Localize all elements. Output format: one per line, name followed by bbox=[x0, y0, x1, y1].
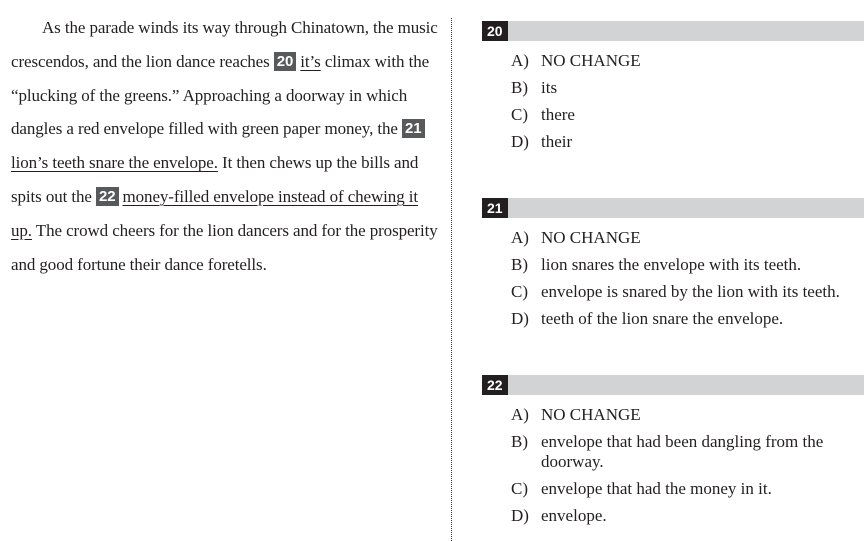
choice-letter: D) bbox=[511, 132, 529, 151]
question-marker-20[interactable]: 20 bbox=[274, 52, 297, 71]
choice-c[interactable] bbox=[511, 105, 864, 125]
passage-text: climax with the “plucking of the greens.” Approaching a doorway in which dangles a red envelope filled with green paper money, the bbox=[11, 51, 430, 139]
choice-text: envelope that had been dangling from the doorway. bbox=[541, 432, 824, 471]
question-marker-22[interactable]: 22 bbox=[96, 187, 119, 206]
question-header-bar bbox=[482, 21, 864, 41]
choice-letter: D) bbox=[511, 309, 529, 328]
question-number: 21 bbox=[482, 198, 508, 218]
choice-d[interactable] bbox=[511, 132, 864, 152]
choice-d[interactable] bbox=[511, 309, 864, 329]
choice-letter: D) bbox=[511, 506, 529, 525]
question-21 bbox=[482, 198, 864, 336]
question-header-bar bbox=[482, 198, 864, 218]
question-marker-21[interactable]: 21 bbox=[402, 119, 425, 138]
choice-letter: B) bbox=[511, 78, 528, 97]
question-20 bbox=[482, 21, 864, 159]
choice-text: teeth of the lion snare the envelope. bbox=[541, 309, 784, 328]
passage-text: The crowd cheers for the lion dancers and for the prosperity and good fortune their dance foretells. bbox=[11, 220, 438, 274]
choice-letter: B) bbox=[511, 432, 528, 451]
choice-text: their bbox=[541, 132, 573, 151]
choice-text: its bbox=[541, 78, 558, 97]
underlined-portion-20: it’s bbox=[300, 51, 321, 71]
choice-text: envelope is snared by the lion with its teeth. bbox=[541, 282, 840, 301]
choice-letter: A) bbox=[511, 405, 529, 424]
choice-b[interactable] bbox=[511, 78, 864, 98]
passage bbox=[11, 11, 441, 281]
passage-text: It then chews up the bills and spits out the bbox=[11, 153, 419, 206]
choice-text: envelope that had the money in it. bbox=[541, 479, 772, 498]
choice-letter: C) bbox=[511, 105, 528, 124]
answer-choices bbox=[511, 405, 864, 526]
choice-b[interactable] bbox=[511, 255, 864, 275]
choice-a[interactable] bbox=[511, 51, 864, 71]
question-header-bar bbox=[482, 375, 864, 395]
column-divider bbox=[451, 18, 452, 541]
choice-d[interactable] bbox=[511, 506, 864, 526]
choice-text: there bbox=[541, 105, 575, 124]
answer-choices bbox=[511, 228, 864, 329]
question-number: 22 bbox=[482, 375, 508, 395]
question-number: 20 bbox=[482, 21, 508, 41]
underlined-portion-21: lion’s teeth snare the envelope. bbox=[11, 153, 218, 173]
choice-a[interactable] bbox=[511, 228, 864, 248]
question-22 bbox=[482, 375, 864, 533]
passage-paragraph bbox=[11, 11, 441, 281]
answer-choices bbox=[511, 51, 864, 152]
choice-a[interactable] bbox=[511, 405, 864, 425]
passage-text: As the parade winds its way through Chinatown, the music crescendos, and the lion dance reaches bbox=[11, 18, 438, 71]
choice-letter: A) bbox=[511, 228, 529, 247]
underlined-portion-22: money-filled envelope instead of chewing it up. bbox=[11, 186, 418, 240]
choice-text: envelope. bbox=[541, 506, 607, 525]
choice-letter: A) bbox=[511, 51, 529, 70]
choice-text: NO CHANGE bbox=[541, 405, 641, 424]
choice-c[interactable] bbox=[511, 282, 864, 302]
choice-text: NO CHANGE bbox=[541, 51, 641, 70]
choice-text: NO CHANGE bbox=[541, 228, 641, 247]
choice-b[interactable] bbox=[511, 432, 864, 472]
choice-c[interactable] bbox=[511, 479, 864, 499]
choice-letter: C) bbox=[511, 479, 528, 498]
choice-letter: B) bbox=[511, 255, 528, 274]
choice-text: lion snares the envelope with its teeth. bbox=[541, 255, 802, 274]
choice-letter: C) bbox=[511, 282, 528, 301]
